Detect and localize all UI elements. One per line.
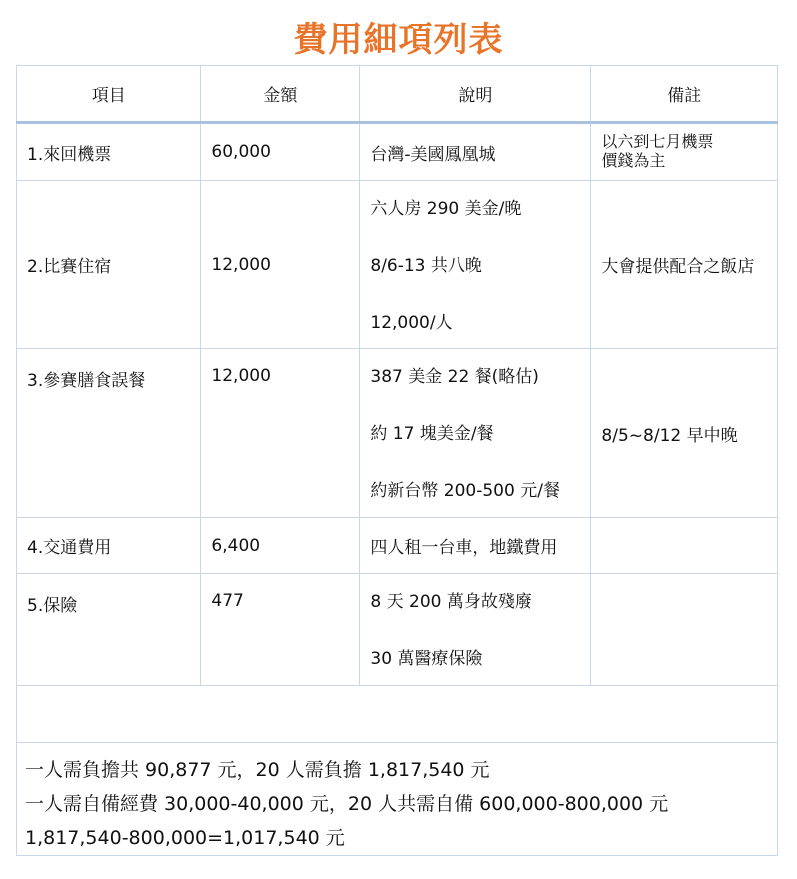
summary-row xyxy=(17,743,778,856)
note-line: 價錢為主 xyxy=(601,151,666,170)
description-line: 387 美金 22 餐(略估) xyxy=(370,367,539,387)
description-line: 8 天 200 萬身故殘廢 xyxy=(370,592,532,612)
summary-line: 1,817,540-800,000=1,017,540 元 xyxy=(25,827,345,849)
cell-item: 2.比賽住宿 xyxy=(17,181,201,349)
cell-description: 四人租一台車，地鐵費用 xyxy=(360,518,591,574)
summary-line: 一人需自備經費 30,000-40,000 元，20 人共需自備 600,000-800,000 元 xyxy=(25,793,669,815)
cell-note: 8/5~8/12 早中晚 xyxy=(591,349,778,518)
cell-description xyxy=(360,574,591,686)
table-row xyxy=(17,349,778,518)
note-line: 以六到七月機票 xyxy=(601,132,714,151)
description-line: 30 萬醫療保險 xyxy=(370,649,483,669)
cell-item: 1.來回機票 xyxy=(17,123,201,181)
description-line: 六人房 290 美金/晚 xyxy=(370,199,522,219)
page-title: 費用細項列表 xyxy=(293,20,504,60)
header-note: 備註 xyxy=(591,66,778,123)
cell-note xyxy=(591,518,778,574)
cell-description xyxy=(360,349,591,518)
cell-item: 4.交通費用 xyxy=(17,518,201,574)
header-amount: 金額 xyxy=(201,66,360,123)
cell-description xyxy=(360,181,591,349)
description-line: 約 17 塊美金/餐 xyxy=(370,424,494,444)
table-row xyxy=(17,574,778,686)
table-row xyxy=(17,181,778,349)
table-row xyxy=(17,123,778,181)
cell-amount: 12,000 xyxy=(201,349,360,518)
cell-amount: 12,000 xyxy=(201,181,360,349)
cell-item: 5.保險 xyxy=(17,574,201,686)
header-description: 說明 xyxy=(360,66,591,123)
cell-item: 3.參賽膳食誤餐 xyxy=(17,349,201,518)
empty-cell xyxy=(17,686,778,743)
cost-table xyxy=(16,65,778,856)
cell-amount: 60,000 xyxy=(201,123,360,181)
header-item: 項目 xyxy=(17,66,201,123)
cell-note xyxy=(591,123,778,181)
cell-description: 台灣-美國鳳凰城 xyxy=(360,123,591,181)
cell-note: 大會提供配合之飯店 xyxy=(591,181,778,349)
description-line: 8/6-13 共八晚 xyxy=(370,256,482,276)
table-row xyxy=(17,518,778,574)
table-header-row xyxy=(17,66,778,123)
summary-line: 一人需負擔共 90,877 元，20 人需負擔 1,817,540 元 xyxy=(25,759,490,781)
empty-row xyxy=(17,686,778,743)
summary-cell xyxy=(17,743,778,856)
description-line: 約新台幣 200-500 元/餐 xyxy=(370,481,560,501)
cell-amount: 6,400 xyxy=(201,518,360,574)
cell-amount: 477 xyxy=(201,574,360,686)
cell-note xyxy=(591,574,778,686)
description-line: 12,000/人 xyxy=(370,313,453,333)
